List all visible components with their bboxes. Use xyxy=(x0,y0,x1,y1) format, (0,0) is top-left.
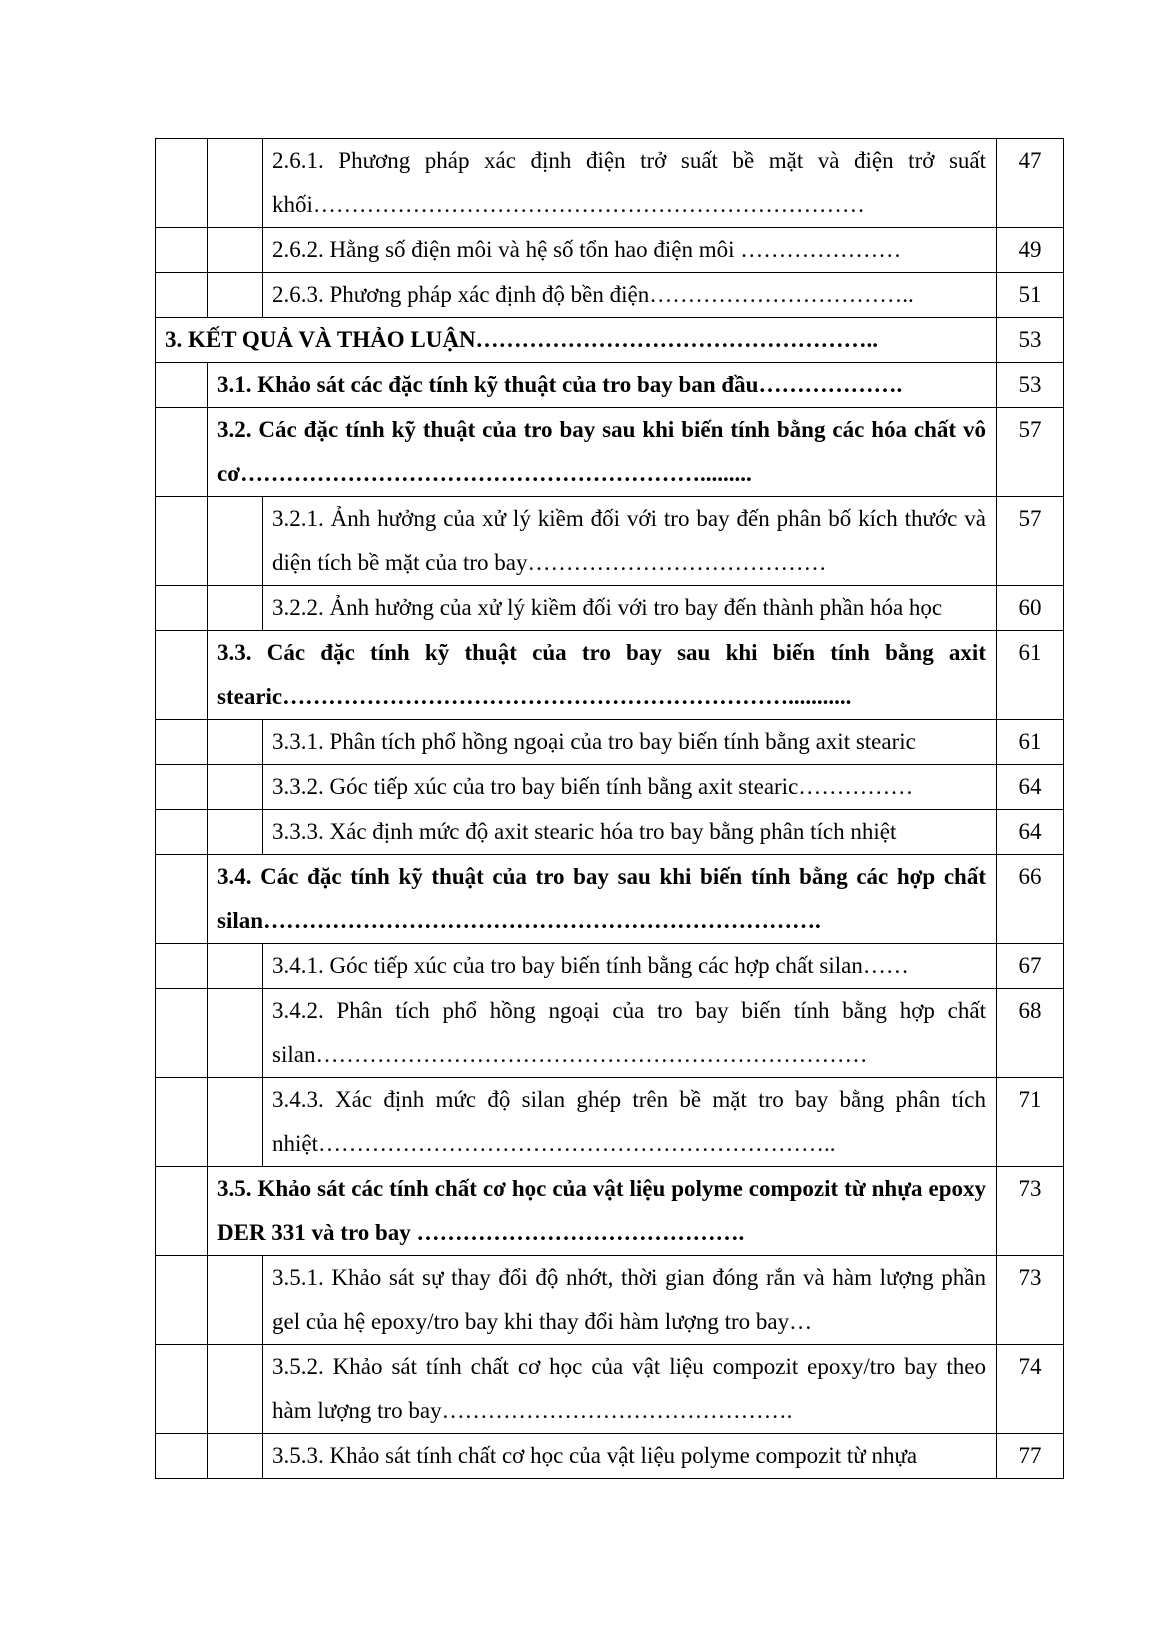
toc-page-number: 74 xyxy=(997,1345,1064,1434)
toc-indent-cell xyxy=(156,944,208,989)
toc-row xyxy=(156,1256,1064,1345)
toc-row xyxy=(156,989,1064,1078)
toc-entry-title: 3.2.1. Ảnh hưởng của xử lý kiềm đối với tro bay đến phân bố kích thước và diện tích bề mặt của tro bay………………………………… xyxy=(263,497,997,586)
toc-indent-cell xyxy=(156,228,208,273)
toc-row xyxy=(156,1434,1064,1479)
toc-body xyxy=(156,139,1064,1479)
toc-indent-cell xyxy=(156,363,208,408)
toc-row xyxy=(156,1345,1064,1434)
toc-indent-cell xyxy=(156,720,208,765)
toc-page-number: 64 xyxy=(997,765,1064,810)
toc-entry-title: 3.4.2. Phân tích phổ hồng ngoại của tro bay biến tính bằng hợp chất silan……………………………………………………………… xyxy=(263,989,997,1078)
toc-entry-title: 3.5.1. Khảo sát sự thay đổi độ nhớt, thời gian đóng rắn và hàm lượng phần gel của hệ epoxy/tro bay khi thay đổi hàm lượng tro bay… xyxy=(263,1256,997,1345)
toc-page-number: 77 xyxy=(997,1434,1064,1479)
toc-entry-title: 3.5.2. Khảo sát tính chất cơ học của vật liệu compozit epoxy/tro bay theo hàm lượng tro bay………………………………………. xyxy=(263,1345,997,1434)
toc-entry-title: 3. KẾT QUẢ VÀ THẢO LUẬN…………………………………………….. xyxy=(156,318,997,363)
toc-indent-cell xyxy=(208,989,263,1078)
toc-page-number: 68 xyxy=(997,989,1064,1078)
toc-row xyxy=(156,944,1064,989)
toc-entry-title: 3.3.3. Xác định mức độ axit stearic hóa tro bay bằng phân tích nhiệt xyxy=(263,810,997,855)
toc-page-number: 51 xyxy=(997,273,1064,318)
toc-row xyxy=(156,1167,1064,1256)
toc-indent-cell xyxy=(208,273,263,318)
toc-row xyxy=(156,765,1064,810)
toc-entry-title: 3.3.1. Phân tích phổ hồng ngoại của tro bay biến tính bằng axit stearic xyxy=(263,720,997,765)
toc-row xyxy=(156,273,1064,318)
toc-page-number: 57 xyxy=(997,497,1064,586)
toc-indent-cell xyxy=(208,228,263,273)
toc-indent-cell xyxy=(208,586,263,631)
toc-indent-cell xyxy=(156,1345,208,1434)
toc-entry-title: 3.1. Khảo sát các đặc tính kỹ thuật của tro bay ban đầu………………. xyxy=(208,363,997,408)
toc-indent-cell xyxy=(208,497,263,586)
toc-indent-cell xyxy=(156,1256,208,1345)
toc-entry-title: 2.6.3. Phương pháp xác định độ bền điện…………………………….. xyxy=(263,273,997,318)
toc-page-number: 71 xyxy=(997,1078,1064,1167)
toc-indent-cell xyxy=(208,1345,263,1434)
toc-indent-cell xyxy=(208,1078,263,1167)
toc-indent-cell xyxy=(156,631,208,720)
toc-entry-title: 3.4. Các đặc tính kỹ thuật của tro bay sau khi biến tính bằng các hợp chất silan………………………………………………………………. xyxy=(208,855,997,944)
toc-indent-cell xyxy=(208,139,263,228)
toc-entry-title: 3.3.2. Góc tiếp xúc của tro bay biến tính bằng axit stearic…………… xyxy=(263,765,997,810)
toc-indent-cell xyxy=(156,989,208,1078)
toc-page-number: 61 xyxy=(997,631,1064,720)
toc-row xyxy=(156,586,1064,631)
toc-indent-cell xyxy=(208,810,263,855)
toc-entry-title: 3.5.3. Khảo sát tính chất cơ học của vật liệu polyme compozit từ nhựa xyxy=(263,1434,997,1479)
toc-entry-title: 2.6.2. Hằng số điện môi và hệ số tổn hao điện môi ………………… xyxy=(263,228,997,273)
toc-row xyxy=(156,631,1064,720)
toc-row xyxy=(156,318,1064,363)
toc-page-number: 61 xyxy=(997,720,1064,765)
toc-indent-cell xyxy=(208,720,263,765)
toc-indent-cell xyxy=(156,139,208,228)
toc-indent-cell xyxy=(208,944,263,989)
toc-row xyxy=(156,810,1064,855)
toc-indent-cell xyxy=(208,1434,263,1479)
toc-row xyxy=(156,720,1064,765)
toc-entry-title: 3.4.3. Xác định mức độ silan ghép trên bề mặt tro bay bằng phân tích nhiệt………………………………………………………….. xyxy=(263,1078,997,1167)
toc-indent-cell xyxy=(208,1256,263,1345)
toc-page-number: 53 xyxy=(997,363,1064,408)
toc-indent-cell xyxy=(156,1434,208,1479)
toc-indent-cell xyxy=(156,586,208,631)
toc-page-number: 60 xyxy=(997,586,1064,631)
table-of-contents xyxy=(155,138,1064,1479)
toc-indent-cell xyxy=(156,1078,208,1167)
toc-indent-cell xyxy=(156,855,208,944)
toc-page-number: 49 xyxy=(997,228,1064,273)
toc-indent-cell xyxy=(156,273,208,318)
toc-page-number: 53 xyxy=(997,318,1064,363)
toc-indent-cell xyxy=(156,1167,208,1256)
toc-indent-cell xyxy=(208,765,263,810)
toc-indent-cell xyxy=(156,765,208,810)
toc-page-number: 47 xyxy=(997,139,1064,228)
toc-indent-cell xyxy=(156,810,208,855)
toc-row xyxy=(156,855,1064,944)
toc-page-number: 73 xyxy=(997,1256,1064,1345)
toc-row xyxy=(156,497,1064,586)
toc-entry-title: 2.6.1. Phương pháp xác định điện trở suất bề mặt và điện trở suất khối……………………………………………………………… xyxy=(263,139,997,228)
toc-page-number: 64 xyxy=(997,810,1064,855)
toc-entry-title: 3.4.1. Góc tiếp xúc của tro bay biến tính bằng các hợp chất silan…… xyxy=(263,944,997,989)
toc-page-number: 73 xyxy=(997,1167,1064,1256)
toc-page-number: 66 xyxy=(997,855,1064,944)
toc-entry-title: 3.2.2. Ảnh hưởng của xử lý kiềm đối với tro bay đến thành phần hóa học xyxy=(263,586,997,631)
toc-entry-title: 3.3. Các đặc tính kỹ thuật của tro bay sau khi biến tính bằng axit stearic…………………………………………………………........... xyxy=(208,631,997,720)
toc-entry-title: 3.2. Các đặc tính kỹ thuật của tro bay sau khi biến tính bằng các hóa chất vô cơ……………………………………………………......... xyxy=(208,408,997,497)
toc-row xyxy=(156,228,1064,273)
toc-indent-cell xyxy=(156,497,208,586)
toc-row xyxy=(156,363,1064,408)
toc-page-number: 57 xyxy=(997,408,1064,497)
toc-indent-cell xyxy=(156,408,208,497)
toc-row xyxy=(156,408,1064,497)
toc-page-number: 67 xyxy=(997,944,1064,989)
toc-row xyxy=(156,139,1064,228)
toc-entry-title: 3.5. Khảo sát các tính chất cơ học của vật liệu polyme compozit từ nhựa epoxy DER 331 và tro bay ……………………………………. xyxy=(208,1167,997,1256)
toc-row xyxy=(156,1078,1064,1167)
